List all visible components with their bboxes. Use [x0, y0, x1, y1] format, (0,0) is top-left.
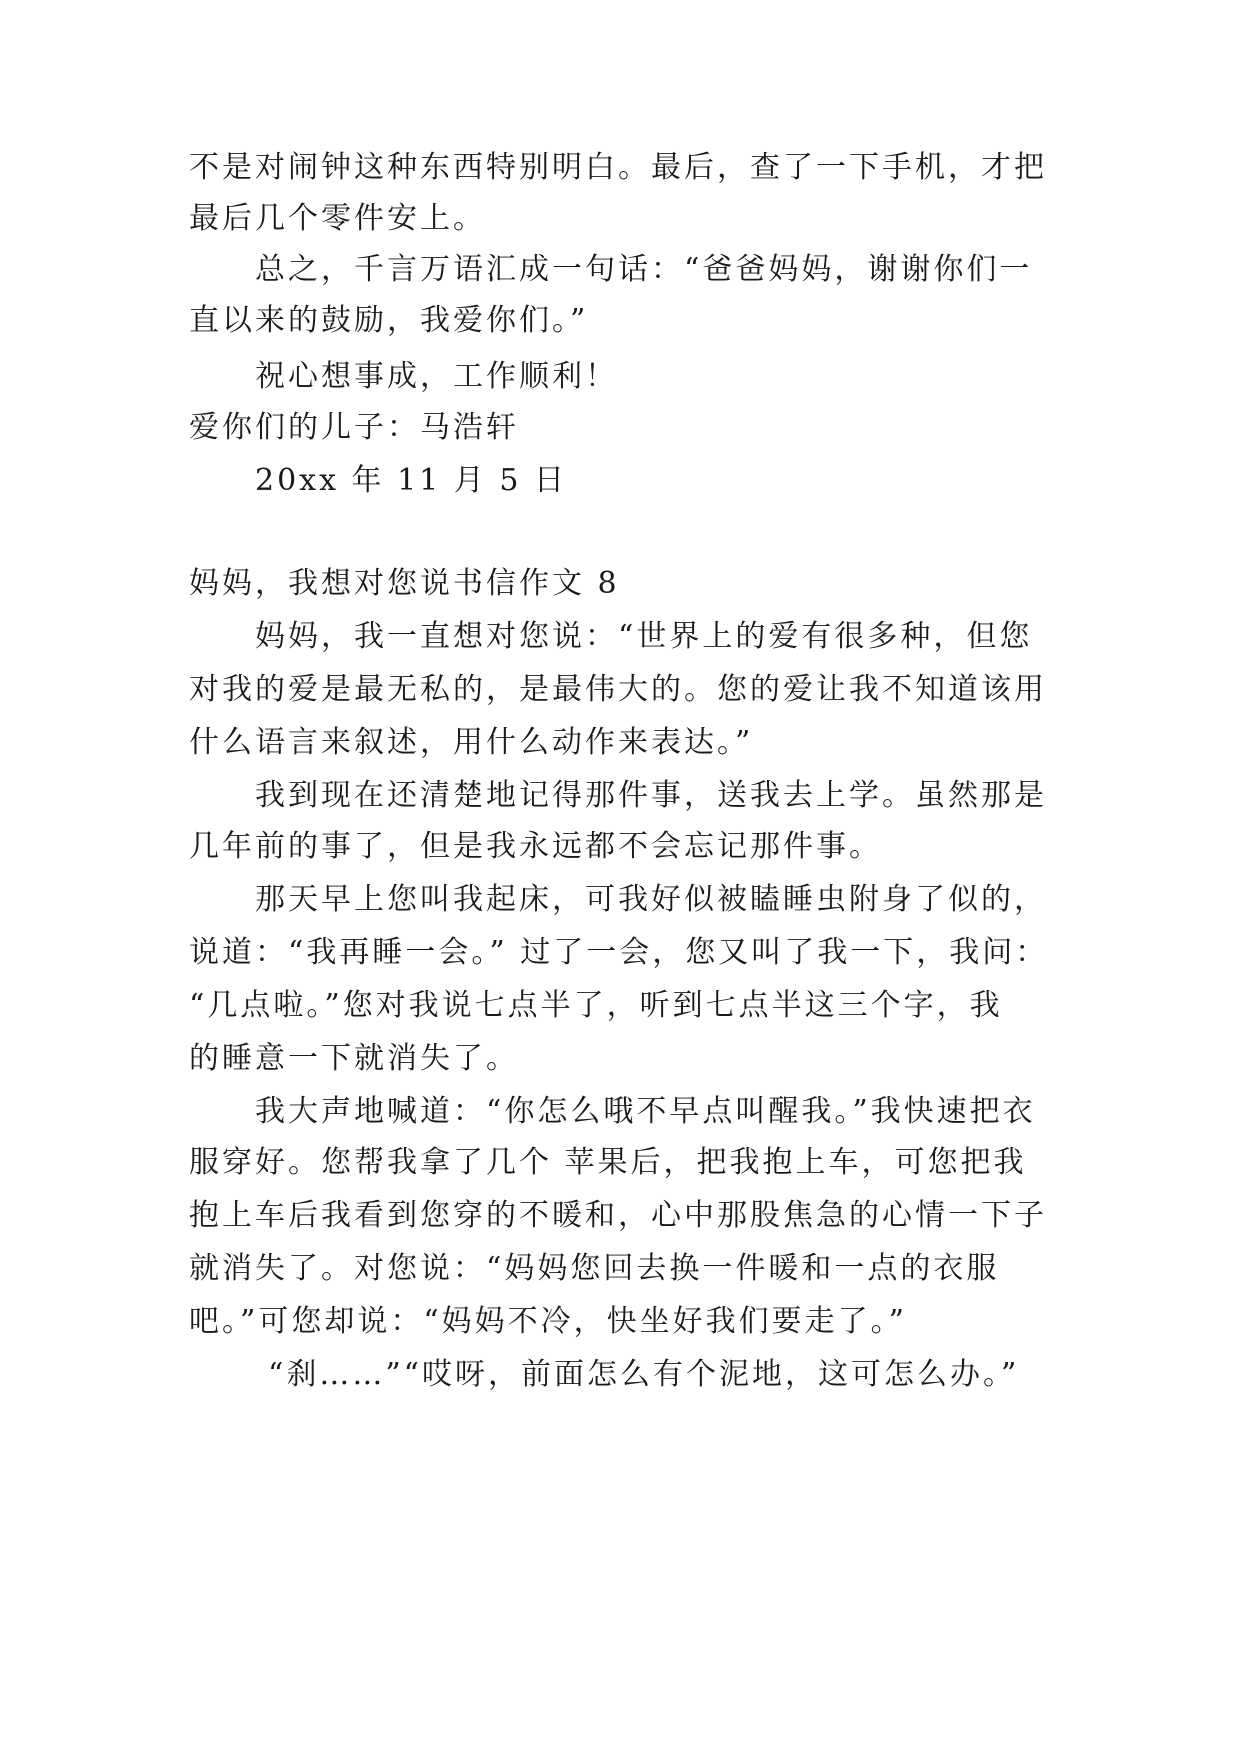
paragraph-line: 直以来的鼓励，我爱你们。”	[189, 303, 589, 338]
letter-date: 20xx 年 11 月 5 日	[255, 463, 567, 498]
paragraph-line: 抱上车后我看到您穿的不暖和，心中那股焦急的心情一下子	[189, 1198, 1047, 1233]
paragraph-line: 那天早上您叫我起床，可我好似被瞌睡虫附身了似的，	[255, 882, 1047, 917]
paragraph-line: 总之，千言万语汇成一句话：“爸爸妈妈，谢谢你们一	[255, 252, 1033, 287]
signature: 爱你们的儿子：马浩轩	[189, 410, 519, 445]
paragraph-line: 几年前的事了，但是我永远都不会忘记那件事。	[189, 829, 882, 864]
paragraph-line: 的睡意一下就消失了。	[189, 1041, 519, 1076]
closing-wish: 祝心想事成，工作顺利！	[255, 359, 618, 394]
paragraph-line: 妈妈，我一直想对您说：“世界上的爱有很多种，但您	[255, 619, 1033, 654]
paragraph-line: 什么语言来叙述，用什么动作来表达。”	[189, 725, 754, 760]
paragraph-line: 我到现在还清楚地记得那件事，送我去上学。虽然那是	[255, 778, 1047, 813]
paragraph-line: 服穿好。您帮我拿了几个 苹果后，把我抱上车，可您把我	[189, 1145, 1027, 1180]
paragraph-line: 最后几个零件安上。	[189, 201, 486, 236]
paragraph-line: “刹……”“哎呀，前面怎么有个泥地，这可怎么办。”	[268, 1357, 1020, 1392]
section-title: 妈妈，我想对您说书信作文 8	[189, 566, 620, 601]
paragraph-line: “几点啦。”您对我说七点半了，听到七点半这三个字，我	[189, 988, 1003, 1023]
paragraph-line: 就消失了。对您说：“妈妈您回去换一件暖和一点的衣服	[189, 1251, 1000, 1286]
paragraph-line: 说道：“我再睡一会。” 过了一会，您又叫了我一下，我问：	[189, 935, 1049, 970]
paragraph-line: 不是对闹钟这种东西特别明白。最后，查了一下手机，才把	[189, 150, 1047, 185]
paragraph-line: 我大声地喊道：“你怎么哦不早点叫醒我。”我快速把衣	[255, 1094, 1036, 1129]
paragraph-line: 吧。”可您却说：“妈妈不冷，快坐好我们要走了。”	[189, 1304, 908, 1339]
paragraph-line: 对我的爱是最无私的，是最伟大的。您的爱让我不知道该用	[189, 672, 1047, 707]
